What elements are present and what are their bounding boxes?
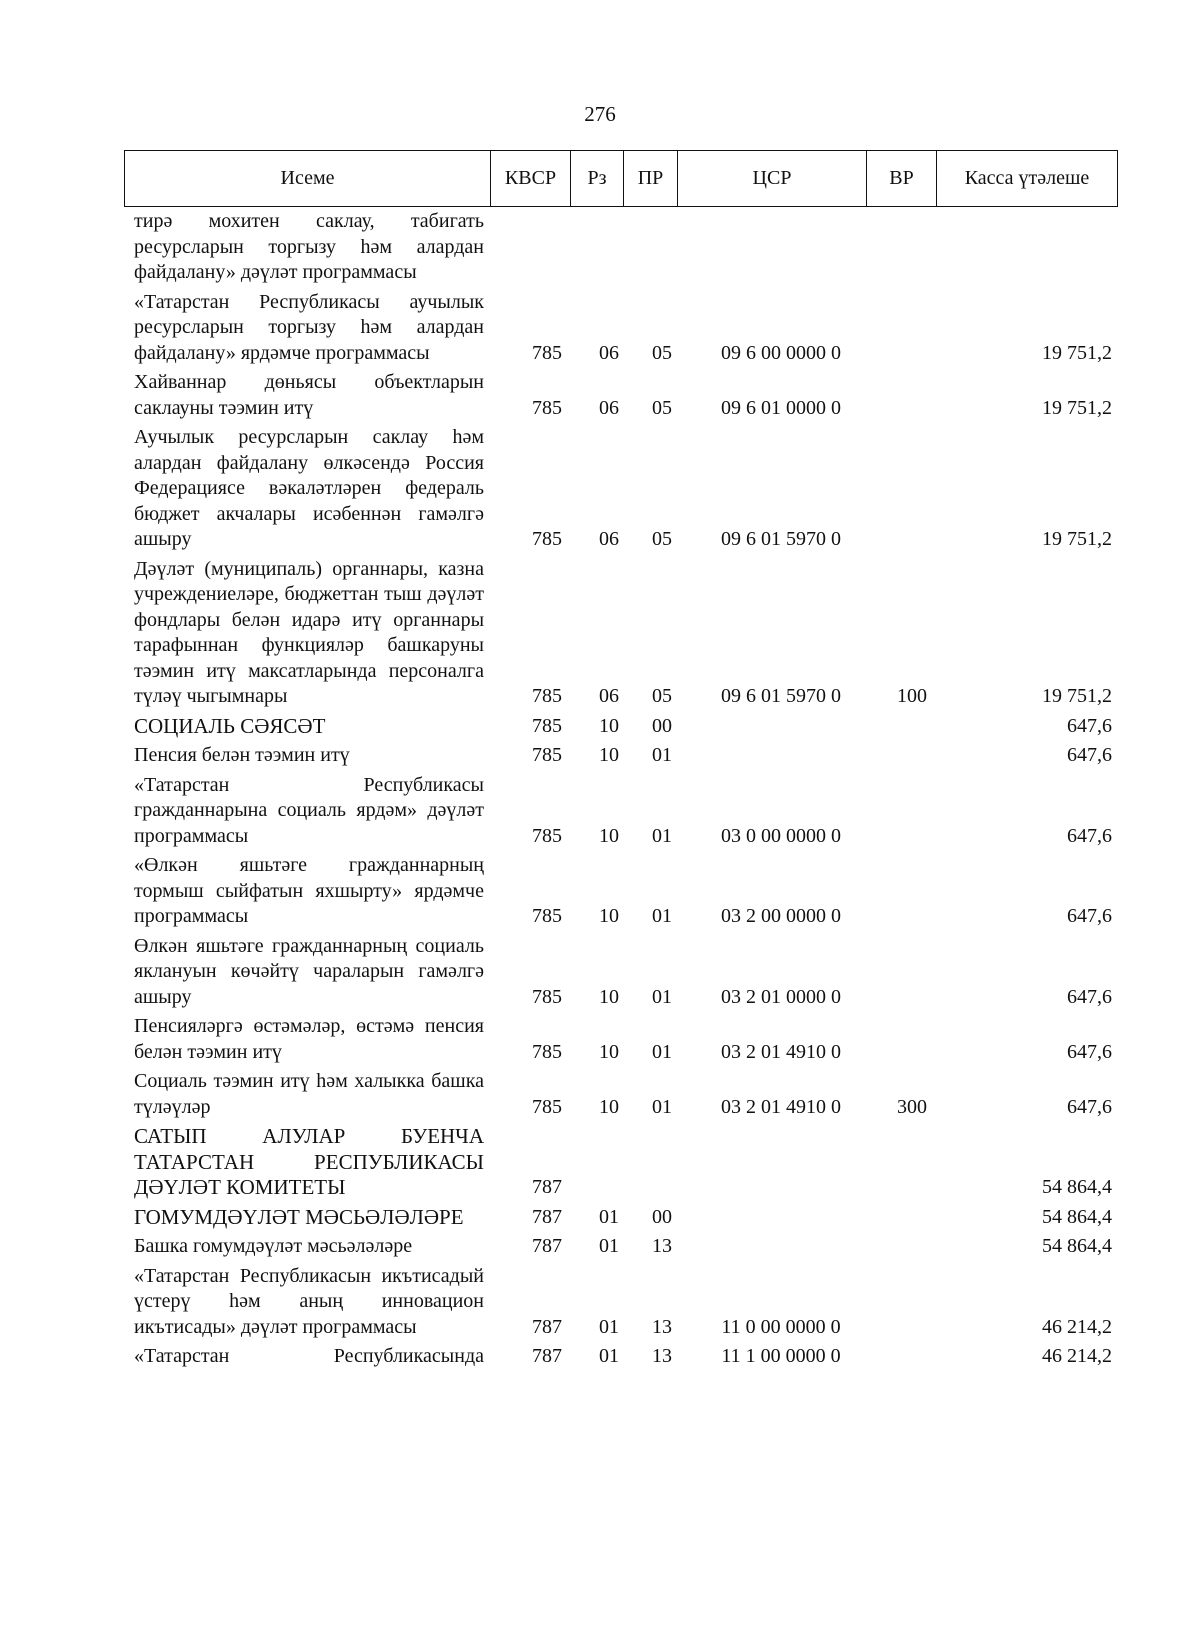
cell-pr: 13 (652, 1235, 672, 1257)
cell-csr: 03 2 01 4910 0 (721, 1040, 841, 1063)
cell-pr: 05 (652, 528, 672, 550)
cell-kassa: 46 214,2 (1042, 1345, 1112, 1367)
row-name: тирә мохитен саклау, табигать ресурсларын торгызу һәм алардан файдалану» дәүләт программасы (134, 210, 484, 283)
cell-kassa: 19 751,2 (1042, 396, 1112, 419)
cell-kvsr: 785 (532, 1095, 562, 1118)
table-row (0, 1069, 1200, 1120)
cell-kvsr: 787 (532, 1205, 562, 1228)
cell-kassa: 647,6 (1067, 714, 1112, 737)
table-row (0, 370, 1200, 421)
table-row (0, 557, 1200, 710)
column-header-pr: ПР (624, 151, 678, 206)
table-row (0, 1014, 1200, 1065)
cell-csr: 03 2 00 0000 0 (721, 905, 841, 927)
cell-pr: 01 (652, 1095, 672, 1118)
cell-rz: 06 (599, 396, 619, 419)
cell-vr: 100 (897, 685, 927, 707)
cell-rz: 10 (599, 744, 619, 766)
cell-kassa: 54 864,4 (1042, 1235, 1112, 1257)
cell-kvsr: 785 (532, 824, 562, 847)
cell-kassa: 19 751,2 (1042, 685, 1112, 707)
cell-rz: 01 (599, 1205, 619, 1228)
table-row (0, 934, 1200, 1011)
row-name: «Татарстан Республикасы аучылык ресурсларын торгызу һәм алардан файдалану» ярдәмче программасы (134, 290, 484, 364)
column-header-kassa: Касса үтәлеше (964, 167, 1090, 189)
table-row (0, 853, 1200, 930)
row-name: Хайваннар дөньясы объектларын саклауны тәэмин итү (134, 371, 484, 419)
cell-pr: 01 (652, 744, 672, 766)
cell-pr: 05 (652, 685, 672, 707)
cell-rz: 10 (599, 824, 619, 847)
cell-rz: 06 (599, 341, 619, 364)
cell-kassa: 647,6 (1067, 824, 1112, 847)
cell-pr: 13 (652, 1345, 672, 1367)
cell-kvsr: 787 (532, 1235, 562, 1257)
row-name: Аучылык ресурсларын саклау һәм алардан файдалану өлкәсендә Россия Федерациясе вәкаләтләрен федераль бюджет акчалары исәбеннән гамәлгә ашыру (134, 426, 484, 550)
cell-kvsr: 787 (532, 1315, 562, 1338)
cell-pr: 05 (652, 396, 672, 419)
cell-kvsr: 787 (532, 1176, 562, 1198)
cell-kassa: 647,6 (1067, 905, 1112, 927)
cell-kvsr: 785 (532, 1040, 562, 1063)
column-header-vr: ВР (867, 151, 937, 206)
row-name: «Татарстан Республикасында (134, 1345, 484, 1367)
column-header-rz: Рз (571, 151, 624, 206)
cell-csr: 11 1 00 0000 0 (721, 1345, 841, 1367)
cell-rz: 01 (599, 1345, 619, 1367)
cell-pr: 05 (652, 341, 672, 364)
cell-kvsr: 785 (532, 341, 562, 364)
table-row (0, 714, 1200, 740)
row-name: Пенсия белән тәэмин итү (134, 744, 350, 766)
cell-csr: 09 6 01 0000 0 (721, 396, 841, 419)
cell-kvsr: 785 (532, 714, 562, 737)
cell-rz: 01 (599, 1235, 619, 1257)
cell-csr: 09 6 01 5970 0 (721, 685, 841, 707)
table-row (0, 743, 1200, 769)
cell-rz: 10 (599, 1095, 619, 1118)
cell-kassa: 19 751,2 (1042, 341, 1112, 364)
cell-rz: 10 (599, 985, 619, 1008)
table-row (0, 773, 1200, 850)
column-header-kvsr: КВСР (491, 151, 571, 206)
row-name: САТЫП АЛУЛАР БУЕНЧА ТАТАРСТАН РЕСПУБЛИКАСЫ ДӘҮЛӘТ КОМИТЕТЫ (134, 1124, 484, 1199)
table-body (0, 209, 1200, 1374)
table-row (0, 1234, 1200, 1260)
page-number: 276 (584, 102, 616, 126)
row-name: Өлкән яшьтәге гражданнарның социаль яклануын көчәйтү чараларын гамәлгә ашыру (134, 934, 484, 1008)
row-name: СОЦИАЛЬ СӘЯСӘТ (134, 713, 326, 738)
row-name: ГОМУМДӘҮЛӘТ МӘСЬӘЛӘЛӘРЕ (134, 1204, 464, 1229)
cell-kvsr: 785 (532, 744, 562, 766)
column-header-csr: ЦСР (678, 151, 867, 206)
cell-kvsr: 785 (532, 985, 562, 1008)
cell-pr: 00 (652, 714, 672, 737)
cell-rz: 06 (599, 528, 619, 550)
row-name: Социаль тәэмин итү һәм халыкка башка түләүләр (134, 1070, 484, 1118)
cell-kassa: 19 751,2 (1042, 528, 1112, 550)
cell-rz: 06 (599, 685, 619, 707)
cell-kassa: 647,6 (1067, 1095, 1112, 1118)
row-name: «Татарстан Республикасы гражданнарына социаль ярдәм» дәүләт программасы (134, 773, 484, 847)
table-row (0, 1344, 1200, 1370)
cell-pr: 00 (652, 1205, 672, 1228)
cell-kassa: 647,6 (1067, 744, 1112, 766)
cell-kassa: 647,6 (1067, 985, 1112, 1008)
cell-kvsr: 785 (532, 396, 562, 419)
row-name: «Татарстан Республикасын икътисадый үстерү һәм аның инновацион икътисады» дәүләт программасы (134, 1264, 484, 1338)
row-name: Пенсияләргә өстәмәләр, өстәмә пенсия белән тәэмин итү (134, 1015, 484, 1063)
table-row (0, 1264, 1200, 1341)
cell-csr: 03 2 01 4910 0 (721, 1095, 841, 1118)
table-row (0, 1124, 1200, 1201)
cell-kvsr: 785 (532, 905, 562, 927)
table-row (0, 425, 1200, 553)
cell-csr: 03 0 00 0000 0 (721, 824, 841, 847)
cell-kvsr: 785 (532, 685, 562, 707)
cell-vr: 300 (897, 1095, 927, 1118)
table-row (0, 290, 1200, 367)
row-name: Дәүләт (муниципаль) органнары, казна учреждениеләре, бюджеттан тыш дәүләт фондлары белән идарә итү органнары тарафыннан функцияләр башкаруны тәэмин итү максатларында персоналга түләү чыгымнары (134, 557, 484, 707)
table-row (0, 209, 1200, 286)
cell-pr: 01 (652, 1040, 672, 1063)
cell-kassa: 54 864,4 (1042, 1176, 1112, 1198)
cell-pr: 01 (652, 985, 672, 1008)
cell-kvsr: 785 (532, 528, 562, 550)
cell-rz: 10 (599, 714, 619, 737)
cell-pr: 01 (652, 905, 672, 927)
cell-csr: 03 2 01 0000 0 (721, 985, 841, 1008)
cell-kassa: 46 214,2 (1042, 1315, 1112, 1338)
cell-pr: 13 (652, 1315, 672, 1338)
cell-csr: 11 0 00 0000 0 (721, 1315, 841, 1338)
cell-rz: 10 (599, 905, 619, 927)
cell-kassa: 647,6 (1067, 1040, 1112, 1063)
cell-csr: 09 6 01 5970 0 (721, 528, 841, 550)
cell-rz: 10 (599, 1040, 619, 1063)
column-header-name: Исеме (125, 151, 491, 206)
row-name: Башка гомумдәүләт мәсьәләләре (134, 1235, 413, 1257)
cell-pr: 01 (652, 824, 672, 847)
table-row (0, 1205, 1200, 1231)
cell-csr: 09 6 00 0000 0 (721, 341, 841, 364)
cell-rz: 01 (599, 1315, 619, 1338)
cell-kvsr: 787 (532, 1345, 562, 1367)
table-header (124, 150, 1118, 207)
cell-kassa: 54 864,4 (1042, 1205, 1112, 1228)
row-name: «Өлкән яшьтәге гражданнарның тормыш сыйфатын яхшырту» ярдәмче программасы (134, 854, 484, 927)
